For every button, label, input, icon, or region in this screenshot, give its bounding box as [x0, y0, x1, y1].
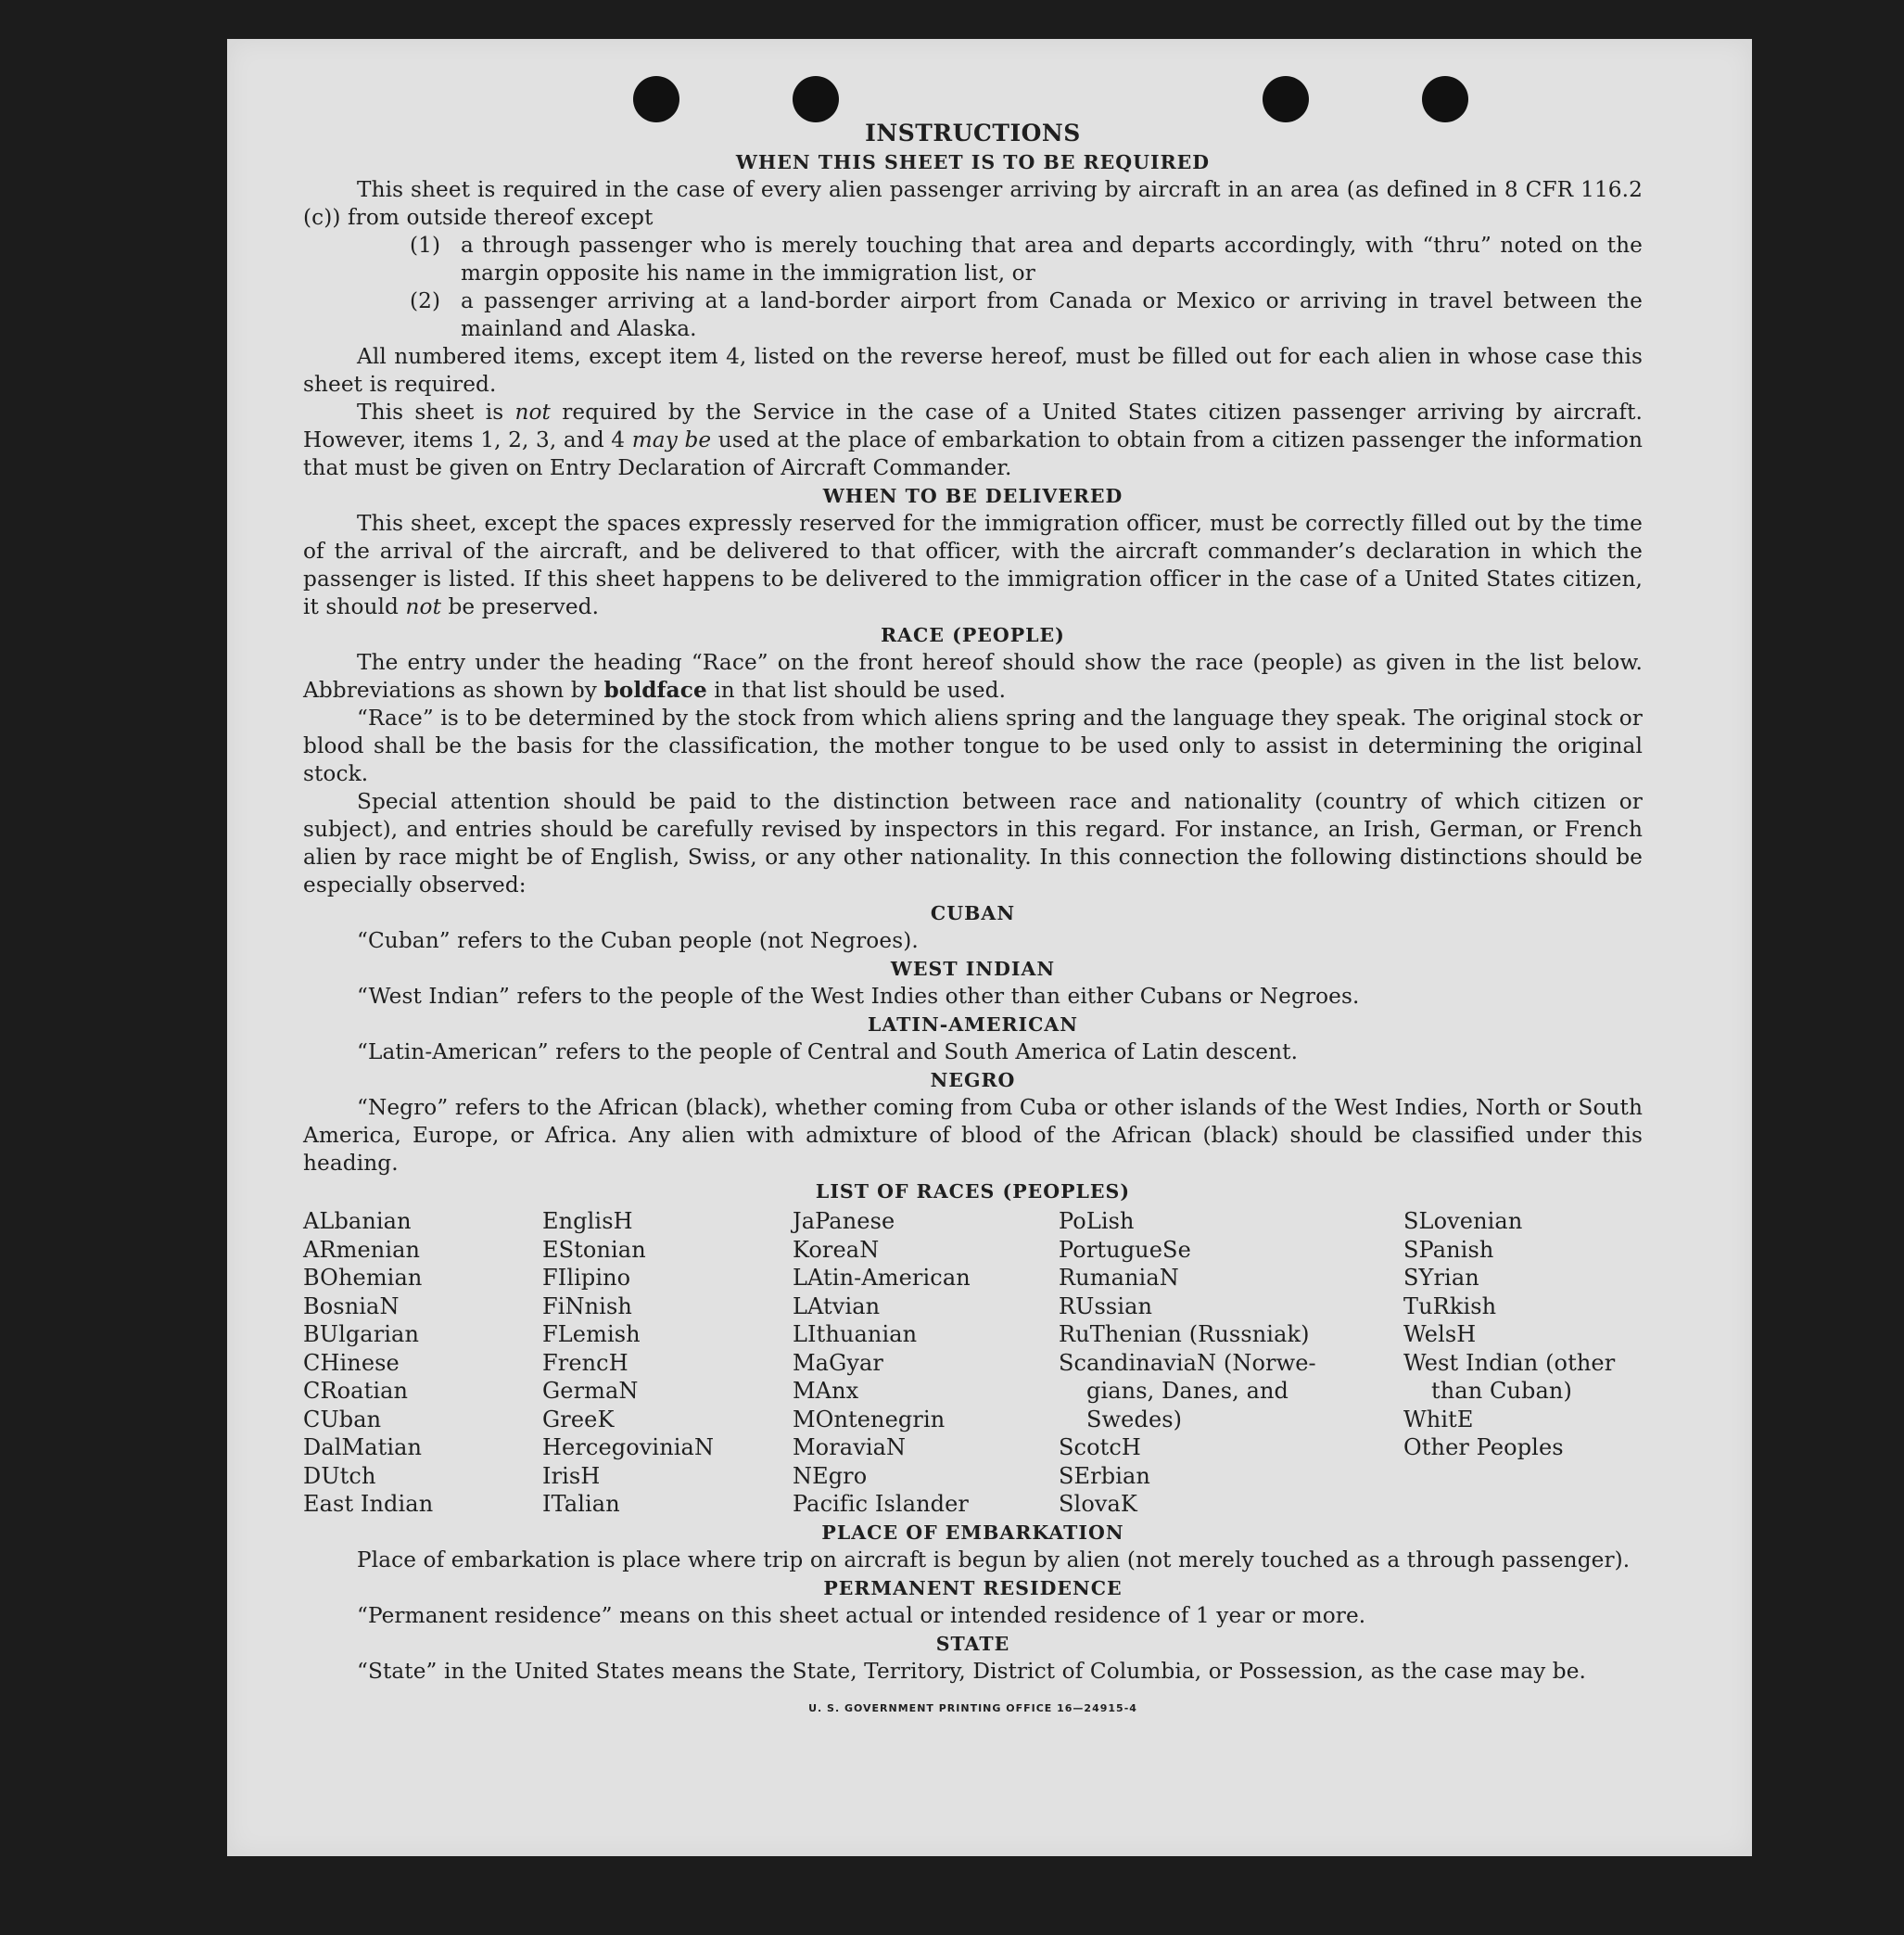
paragraph: This sheet is required in the case of every alien passenger arriving by aircraft in an area (as defined in 8 CFR 116.2 (c)) from outside thereof except — [303, 177, 1643, 230]
race-item: MAnx — [793, 1378, 859, 1404]
race-item: LAtin-American — [793, 1265, 971, 1291]
race-group — [1059, 1433, 1403, 1519]
race-item: RumaniaN — [1059, 1265, 1179, 1291]
item-text: a passenger arriving at a land-border airport from Canada or Mexico or arriving in travel between the mainland and Alaska. — [461, 288, 1643, 341]
race-column — [1059, 1207, 1403, 1519]
item-number: (2) — [410, 288, 441, 313]
race-item: FiNnish — [542, 1292, 632, 1319]
race-item: ITalian — [542, 1491, 620, 1517]
race-item-continued: than Cuban) — [1431, 1378, 1572, 1404]
paragraph: “Cuban” refers to the Cuban people (not Negroes). — [357, 928, 919, 953]
punch-hole — [1422, 76, 1468, 122]
race-item: Other Peoples — [1403, 1434, 1564, 1460]
race-item: NEgro — [793, 1462, 868, 1489]
race-item: WelsH — [1403, 1321, 1477, 1347]
paragraph: “West Indian” refers to the people of the West Indies other than either Cubans or Negroes. — [357, 984, 1360, 1009]
printer-imprint: U. S. GOVERNMENT PRINTING OFFICE 16—24915-4 — [808, 1701, 1137, 1714]
paragraph: “Latin-American” refers to the people of Central and South America of Latin descent. — [357, 1039, 1299, 1064]
race-item: JaPanese — [793, 1208, 895, 1234]
race-item: SYrian — [1403, 1265, 1479, 1291]
race-item: East Indian — [303, 1491, 434, 1517]
race-item: TuRkish — [1403, 1292, 1497, 1319]
race-item: IrisH — [542, 1462, 601, 1489]
instruction-sheet — [227, 39, 1752, 1856]
section-heading: WEST INDIAN — [890, 958, 1056, 980]
paragraph: The entry under the heading “Race” on the front hereof should show the race (people) as given in the list below. Abbreviations as shown by boldface in that list should be used. — [303, 650, 1643, 703]
race-item-continued: gians, Danes, and Swedes) — [1086, 1378, 1288, 1432]
race-item: MoraviaN — [793, 1434, 907, 1460]
paragraph: This sheet is not required by the Service in the case of a United States citizen passenger arriving by aircraft. However, items 1, 2, 3, and 4 may be used at the place of embarkation to obtain from a citizen passenger the information that must be given on Entry Declaration of Aircraft Commander. — [303, 400, 1643, 480]
race-item: HercegoviniaN — [542, 1434, 715, 1460]
section-heading: WHEN THIS SHEET IS TO BE REQUIRED — [735, 151, 1211, 173]
race-item: EStonian — [542, 1236, 646, 1263]
punch-hole — [633, 76, 679, 122]
section-heading: LIST OF RACES (PEOPLES) — [815, 1180, 1131, 1203]
race-group — [1403, 1207, 1643, 1349]
race-item: GreeK — [542, 1406, 615, 1432]
race-item: SErbian — [1059, 1462, 1150, 1489]
item-text: a through passenger who is merely touching that area and departs accordingly, with “thru” noted on the margin opposite his name in the immigration list, or — [461, 233, 1643, 286]
race-item: LIthuanian — [793, 1321, 918, 1347]
race-item: BUlgarian — [303, 1321, 420, 1347]
race-item: DUtch — [303, 1462, 376, 1489]
paragraph: “Negro” refers to the African (black), whether coming from Cuba or other islands of the West Indies, North or South America, Europe, or Africa. Any alien with admixture of blood of the African (black) should be classified under this heading. — [303, 1095, 1643, 1176]
race-item: West Indian (other — [1403, 1349, 1616, 1376]
race-list — [303, 1207, 1643, 1519]
punch-hole — [793, 76, 839, 122]
paragraph: Special attention should be paid to the distinction between race and nationality (country of which citizen or subject), and entries should be carefully revised by inspectors in this regard. For instance, an Irish, German, or French alien by race might be of English, Swiss, or any other nationality. In this connection the following distinctions should be especially observed: — [303, 789, 1643, 897]
paragraph: “State” in the United States means the State, Territory, District of Columbia, or Possession, as the case may be. — [357, 1658, 1587, 1684]
race-item: SLovenian — [1403, 1208, 1523, 1234]
section-heading: PERMANENT RESIDENCE — [823, 1576, 1123, 1599]
race-item: Pacific Islander — [793, 1491, 970, 1517]
race-item: ScandinaviaN (Norwe- — [1059, 1349, 1316, 1376]
race-item: LAtvian — [793, 1292, 881, 1319]
race-item: BOhemian — [303, 1265, 423, 1291]
paragraph: This sheet, except the spaces expressly reserved for the immigration officer, must be correctly filled out by the time of the arrival of the aircraft, and be delivered to that officer, with the aircraft commander’s declaration in which the passenger is listed. If this sheet happens to be delivered to the immigration officer in the case of a United States citizen, it should not be preserved. — [303, 511, 1643, 619]
race-item: RuThenian (Russniak) — [1059, 1321, 1310, 1347]
item-number: (1) — [410, 233, 441, 258]
paragraph: “Race” is to be determined by the stock from which aliens spring and the language they speak. The original stock or blood shall be the basis for the classification, the mother tongue to be used only to assist in determining the original stock. — [303, 706, 1643, 786]
race-item: KoreaN — [793, 1236, 880, 1263]
race-item: ScotcH — [1059, 1434, 1141, 1460]
race-item: PoLish — [1059, 1208, 1135, 1234]
paragraph: Place of embarkation is place where trip on aircraft is begun by alien (not merely touched as a through passenger). — [357, 1547, 1631, 1572]
race-item: BosniaN — [303, 1292, 400, 1319]
page-title: INSTRUCTIONS — [865, 120, 1081, 146]
punch-hole — [1263, 76, 1309, 122]
race-item: EnglisH — [542, 1208, 633, 1234]
paragraph: “Permanent residence” means on this sheet actual or intended residence of 1 year or more. — [357, 1602, 1366, 1628]
race-column — [542, 1207, 793, 1519]
enumerated-item — [303, 287, 1643, 343]
section-heading: STATE — [935, 1632, 1010, 1655]
race-item: FIlipino — [542, 1265, 631, 1291]
section-heading: LATIN-AMERICAN — [867, 1013, 1079, 1036]
race-item: DalMatian — [303, 1434, 423, 1460]
section-heading: NEGRO — [930, 1069, 1016, 1091]
race-item: PortugueSe — [1059, 1236, 1191, 1263]
race-item: SlovaK — [1059, 1491, 1137, 1517]
race-item: MaGyar — [793, 1349, 883, 1376]
paragraph: All numbered items, except item 4, listed on the reverse hereof, must be filled out for each alien in whose case this sheet is required. — [303, 344, 1643, 397]
race-item: FLemish — [542, 1321, 641, 1347]
race-item: ALbanian — [303, 1208, 412, 1234]
race-column — [793, 1207, 1059, 1519]
race-item: CRoatian — [303, 1378, 409, 1404]
race-item: SPanish — [1403, 1236, 1494, 1263]
race-group — [1403, 1406, 1643, 1462]
race-column — [303, 1207, 542, 1519]
section-heading: WHEN TO BE DELIVERED — [822, 485, 1123, 507]
enumerated-item — [303, 232, 1643, 287]
race-item: CUban — [303, 1406, 382, 1432]
race-item: RUssian — [1059, 1292, 1153, 1319]
race-item: GermaN — [542, 1378, 639, 1404]
race-group — [1059, 1207, 1403, 1349]
race-item: WhitE — [1403, 1406, 1474, 1432]
section-heading: CUBAN — [930, 902, 1016, 924]
race-item: FrencH — [542, 1349, 628, 1376]
race-item: MOntenegrin — [793, 1406, 946, 1432]
race-column — [1403, 1207, 1643, 1519]
race-item: ARmenian — [303, 1236, 421, 1263]
document-body — [303, 119, 1643, 1723]
race-item: CHinese — [303, 1349, 400, 1376]
section-heading: RACE (PEOPLE) — [881, 624, 1065, 646]
section-heading: PLACE OF EMBARKATION — [821, 1521, 1124, 1544]
